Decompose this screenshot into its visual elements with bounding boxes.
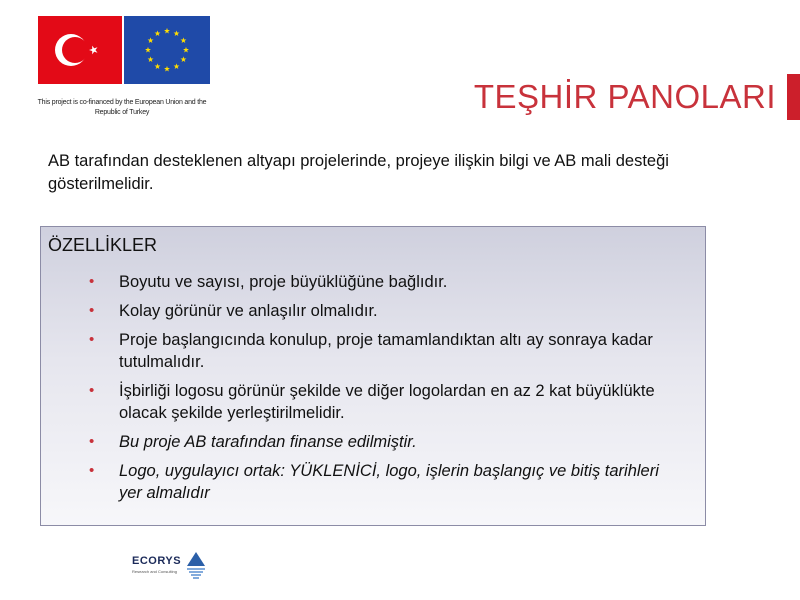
logo-subtitle: Research and Consulting (132, 569, 177, 574)
list-item: • İşbirliği logosu görünür şekilde ve diğer logolardan en az 2 kat büyüklükte olacak şekilde yerleştirilmelidir. (89, 382, 655, 422)
bullet-icon: • (89, 462, 95, 479)
page-title: TEŞHİR PANOLARI (473, 78, 776, 115)
eu-star-icon (183, 47, 189, 53)
list-item: • Bu proje AB tarafından finanse edilmiştir. (89, 433, 417, 451)
turkey-flag-icon (38, 16, 122, 84)
logo-name: ECORYS (132, 555, 182, 567)
cofinance-statement: This project is co-financed by the European Union and the Republic of Turkey (37, 99, 207, 116)
eu-star-icon (164, 28, 170, 34)
eu-star-icon (174, 30, 180, 36)
triangle-logo-icon (186, 551, 206, 581)
eu-star-icon (181, 37, 187, 43)
list-item: • Logo, uygulayıcı ortak: YÜKLENİCİ, logo, işlerin başlangıç ve bitiş tarihleri yer almalıdır (89, 462, 659, 502)
eu-star-icon (148, 37, 154, 43)
eu-star-icon (155, 30, 161, 36)
eu-star-icon (148, 56, 154, 62)
list-item: • Proje başlangıcında konulup, proje tamamlandıktan altı ay sonraya kadar tutulmalıdır. (89, 331, 653, 371)
list-item: • Kolay görünür ve anlaşılır olmalıdır. (89, 302, 378, 320)
accent-bar (787, 74, 800, 120)
eu-star-icon (164, 66, 170, 72)
eu-star-icon (145, 47, 151, 53)
intro-paragraph: AB tarafından desteklenen altyapı projelerinde, projeye ilişkin bilgi ve AB mali desteği gösterilmelidir. (48, 152, 669, 193)
eu-star-icon (174, 63, 180, 69)
eu-flag-icon (124, 16, 210, 84)
bullet-icon: • (89, 331, 95, 348)
list-item: • Boyutu ve sayısı, proje büyüklüğüne bağlıdır. (89, 273, 448, 291)
bullet-icon: • (89, 433, 95, 450)
bullet-icon: • (89, 273, 95, 290)
features-panel (40, 226, 706, 526)
panel-title: ÖZELLİKLER (48, 235, 158, 255)
eu-star-icon (181, 56, 187, 62)
features-list (85, 271, 675, 511)
eu-star-icon (155, 63, 161, 69)
ecorys-logo (130, 550, 214, 584)
bullet-icon: • (89, 382, 95, 399)
bullet-icon: • (89, 302, 95, 319)
